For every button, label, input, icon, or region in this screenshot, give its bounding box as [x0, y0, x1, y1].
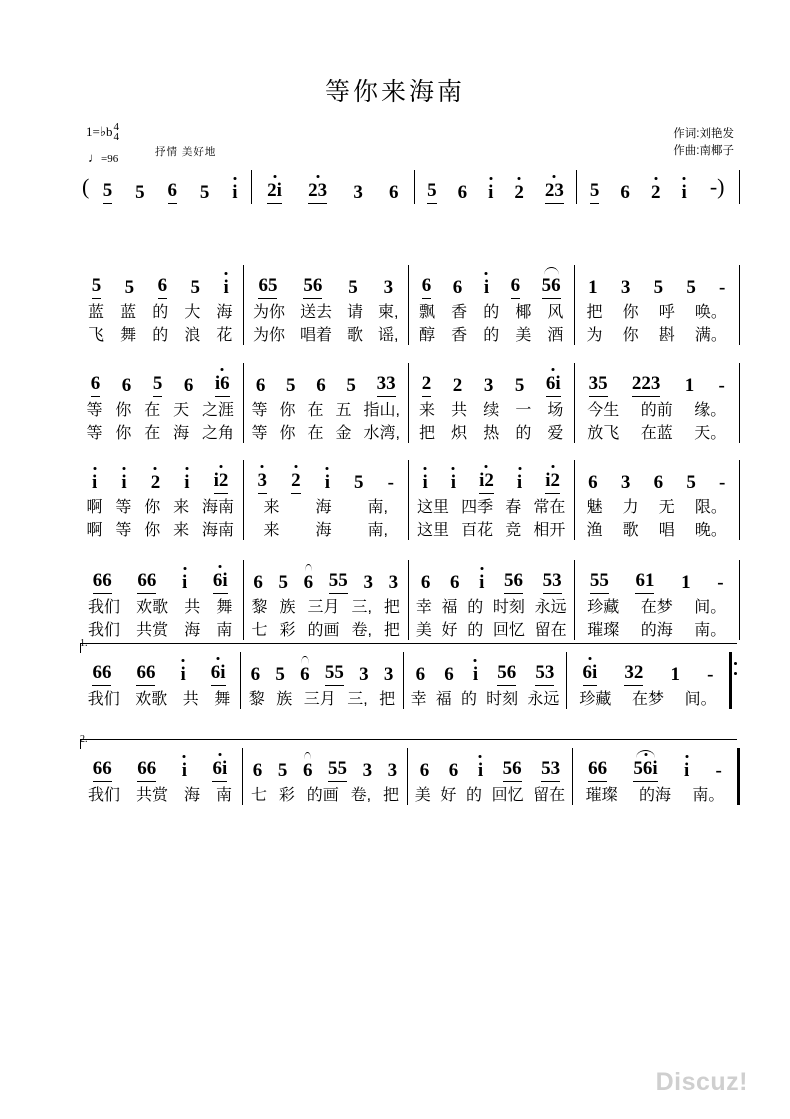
lyrics-verse-2: 美 好 的 回忆 留在 — [415, 622, 567, 639]
note: 56i — [633, 758, 657, 782]
note: 66 — [92, 662, 111, 686]
lyrics-verse-2: 等 你 在 海 之角 — [86, 425, 235, 442]
system-verse-1 — [80, 265, 740, 345]
note: i — [681, 182, 687, 203]
note: i — [683, 760, 690, 781]
lyrics-verse-1: 来 海 南, — [263, 499, 388, 516]
note: 3 — [258, 470, 268, 494]
lyrics-verse-1: 珍藏 在梦 间。 — [579, 691, 717, 708]
lyrics-verse-1: 我们 共赏 海 南 — [87, 787, 232, 804]
note: 3 — [388, 572, 399, 593]
note: 2 — [452, 375, 463, 396]
lyrics-verse-2: 放飞 在蓝 天。 — [587, 425, 727, 442]
measure-group — [80, 652, 740, 709]
barline — [240, 652, 241, 709]
note: 6 — [448, 760, 459, 781]
note: 23 — [308, 180, 327, 204]
note: 5 — [346, 375, 356, 396]
note: 5 — [275, 664, 285, 685]
note: - — [715, 760, 722, 781]
measure — [577, 560, 738, 640]
note: 6 — [620, 182, 630, 203]
note: - — [719, 277, 726, 298]
mood-marking: 抒情 美好地 — [155, 146, 217, 158]
note: 6 — [183, 375, 194, 396]
lyrics-verse-1: 我们 欢歌 共 舞 — [88, 599, 233, 616]
barline — [243, 265, 244, 345]
note: i — [422, 472, 428, 493]
note: 55 — [325, 662, 344, 686]
note: 55 — [328, 758, 347, 782]
note: 3 — [353, 182, 363, 203]
lyrics-verse-2: 七 彩 的画 卷, 把 — [251, 622, 400, 639]
volta-2-bracket — [80, 739, 737, 749]
note: 6 — [511, 275, 521, 299]
lyrics-verse-2: 璀璨 的海 南。 — [587, 622, 727, 639]
measure — [254, 170, 412, 204]
note: 66 — [93, 570, 112, 594]
note: 6i — [212, 758, 227, 782]
note: 6 — [420, 572, 431, 593]
barline — [243, 460, 244, 540]
note: 3 — [620, 472, 631, 493]
note: 56 — [504, 570, 523, 594]
note: 6 — [255, 375, 266, 396]
lyrics-verse-1: 幸 福 的 时刻 永远 — [410, 691, 560, 708]
note: 5 — [135, 182, 145, 203]
lyrics-verse-1: 黎 族 三月 三, 把 — [248, 691, 396, 708]
barline — [407, 748, 408, 805]
note: i — [516, 472, 523, 493]
measure — [246, 265, 407, 345]
quarter-note-icon: ♩ — [88, 150, 101, 165]
note: i — [121, 472, 127, 493]
measure — [411, 265, 572, 345]
note: 6i — [211, 662, 226, 686]
note: 1 — [588, 277, 598, 298]
note: 6 — [316, 375, 326, 396]
lyrics-verse-1: 魅 力 无 限。 — [586, 499, 727, 516]
note: i — [232, 182, 238, 203]
barline — [574, 265, 575, 345]
note: 2 — [150, 472, 161, 493]
note: 53 — [543, 570, 562, 594]
note: 2i — [267, 180, 282, 204]
barline — [243, 560, 244, 640]
note: 6 — [252, 760, 263, 781]
note: 3 — [387, 760, 398, 781]
credits — [673, 126, 734, 160]
note: 61 — [635, 570, 654, 594]
note: 6 — [158, 275, 168, 299]
measure — [245, 748, 405, 805]
note: 1 — [681, 572, 691, 593]
time-signature: 4 4 — [113, 121, 119, 143]
barline — [576, 170, 577, 204]
note: 6 — [457, 182, 468, 203]
note: 55 — [590, 570, 609, 594]
note: 1 — [684, 375, 695, 396]
barline — [242, 748, 243, 805]
note: 5 — [153, 373, 163, 397]
note: 6i — [583, 662, 598, 686]
key-letter: b — [105, 124, 113, 139]
lyrics-verse-1: 等 你 在 天 之涯 — [86, 402, 235, 419]
note: 5 — [354, 472, 364, 493]
note: 6 — [588, 472, 598, 493]
system-verse-2 — [80, 363, 740, 443]
note: i — [182, 572, 188, 593]
note: 53 — [535, 662, 554, 686]
note: 6 — [422, 275, 432, 299]
measure-group — [80, 460, 740, 540]
note: 5 — [103, 180, 113, 204]
barline — [574, 460, 575, 540]
note: i — [479, 572, 485, 593]
note: 5 — [590, 180, 600, 204]
note: 23 — [545, 180, 564, 204]
barline — [408, 265, 409, 345]
lyrics-verse-1: 我们 欢歌 共 舞 — [87, 691, 231, 708]
key-accidental: ♭ — [99, 124, 106, 139]
note: 6 — [653, 472, 664, 493]
lyrics-verse-1: 蓝 蓝 的 大 海 — [88, 304, 233, 321]
note: i — [92, 472, 98, 493]
note: - — [718, 375, 725, 396]
measure — [575, 748, 735, 805]
note: 6i — [546, 373, 561, 397]
note: 5 — [92, 275, 102, 299]
measure — [411, 460, 572, 540]
note: - — [717, 572, 724, 593]
note: 53 — [541, 758, 560, 782]
note: i — [477, 760, 484, 781]
watermark: Discuz! — [655, 1068, 748, 1096]
note: 3 — [362, 760, 373, 781]
measure — [579, 170, 737, 204]
note: 5 — [124, 277, 135, 298]
system-chorus-1 — [80, 460, 740, 540]
note: 6 — [168, 180, 178, 204]
note: i — [180, 664, 186, 685]
lyrics-verse-2: 为 你 斟 满。 — [586, 327, 727, 344]
note: 6 — [121, 375, 132, 396]
note: 56 — [497, 662, 516, 686]
lyrics-verse-1: 啊 等 你 来 海南 — [86, 499, 235, 516]
note: 6 — [449, 572, 460, 593]
measure — [243, 652, 401, 709]
lyrics-verse-1: 把 你 呼 唤。 — [586, 304, 727, 321]
note: 66 — [588, 758, 607, 782]
tempo-marking: ♩=96 — [88, 150, 119, 165]
measure — [577, 460, 738, 540]
paren-close: -) — [709, 174, 725, 199]
barline — [572, 748, 573, 805]
note: i6 — [215, 373, 230, 397]
note: 6 — [303, 760, 313, 782]
measure — [246, 560, 407, 640]
measure-group — [80, 170, 740, 204]
note: 5 — [653, 277, 664, 298]
note: 5 — [199, 182, 210, 203]
lyrics-verse-2: 啊 等 你 来 海南 — [86, 522, 235, 539]
note: 6 — [419, 760, 430, 781]
note: 2 — [650, 182, 661, 203]
note: 2 — [422, 373, 432, 397]
note: 5 — [277, 760, 288, 781]
note: 223 — [632, 373, 661, 397]
note: i2 — [479, 470, 494, 494]
measure — [80, 460, 241, 540]
measure — [80, 748, 240, 805]
barline-end — [739, 460, 740, 540]
note: 2 — [291, 470, 301, 494]
lyricist: 作词:刘艳发 — [673, 128, 734, 140]
lyrics-verse-1: 今生 的前 缘。 — [587, 402, 727, 419]
note: 56 — [303, 275, 322, 299]
system-chorus-2 — [80, 560, 740, 640]
lyrics-verse-2: 来 海 南, — [263, 522, 388, 539]
note: 56 — [542, 275, 561, 299]
lyrics-verse-2: 我们 共赏 海 南 — [88, 622, 233, 639]
note: 3 — [363, 572, 373, 593]
note: 1 — [670, 664, 681, 685]
lyrics-verse-1: 来 共 续 一 场 — [419, 402, 564, 419]
barline — [408, 363, 409, 443]
note: 3 — [620, 277, 631, 298]
lyrics-verse-1: 七 彩 的画 卷, 把 — [250, 787, 400, 804]
barline-end — [739, 170, 740, 204]
system-ending-2 — [80, 734, 740, 805]
barline — [251, 170, 252, 204]
lyrics-verse-1: 美 好 的 回忆 留在 — [414, 787, 566, 804]
note: 65 — [258, 275, 277, 299]
barline-end — [739, 265, 740, 345]
note: 66 — [136, 662, 155, 686]
measure — [246, 363, 407, 443]
note: 6 — [304, 572, 314, 594]
note: 66 — [93, 758, 112, 782]
note: 3 — [383, 277, 394, 298]
key-signature — [86, 121, 119, 144]
lyrics-verse-2: 飞 舞 的 浪 花 — [88, 327, 233, 344]
barline — [408, 560, 409, 640]
page-title: 等你来海南 — [324, 79, 465, 106]
measure — [411, 363, 572, 443]
note: 6 — [91, 373, 101, 397]
measure-group — [80, 748, 740, 805]
note: i — [181, 760, 187, 781]
note: 5 — [686, 472, 696, 493]
barline — [403, 652, 404, 709]
lyrics-verse-1: 珍藏 在梦 间。 — [587, 599, 727, 616]
measure — [406, 652, 564, 709]
note: 6 — [444, 664, 454, 685]
note: i — [472, 664, 479, 685]
paren-open: ( — [82, 174, 90, 199]
note: i — [324, 472, 330, 493]
note: 35 — [589, 373, 608, 397]
note: 66 — [137, 570, 156, 594]
lyrics-verse-2: 渔 歌 唱 晚。 — [586, 522, 727, 539]
note: 5 — [514, 375, 525, 396]
note: i — [223, 277, 229, 298]
lyrics-verse-1: 为你 送去 请 柬, — [253, 304, 399, 321]
measure — [80, 652, 238, 709]
note: i2 — [214, 470, 229, 494]
note: 6 — [415, 664, 426, 685]
lyrics-verse-2: 为你 唱着 歌 谣, — [253, 327, 399, 344]
measure — [577, 363, 738, 443]
note: - — [707, 664, 714, 685]
note: 32 — [624, 662, 643, 686]
barline — [414, 170, 415, 204]
key-label: 1= — [86, 124, 100, 139]
note: 5 — [427, 180, 437, 204]
lyrics-verse-1: 这里 四季 春 常在 — [417, 499, 566, 516]
lyrics-verse-1: 黎 族 三月 三, 把 — [251, 599, 400, 616]
measure — [569, 652, 727, 709]
note: 5 — [286, 375, 296, 396]
note: 3 — [483, 375, 494, 396]
barline-end — [739, 363, 740, 443]
volta-1-bracket — [80, 643, 737, 653]
measure — [410, 748, 570, 805]
note: i — [488, 182, 494, 203]
lyrics-verse-1: 璀璨 的海 南。 — [585, 787, 725, 804]
note: 6 — [389, 182, 399, 203]
note: i — [483, 277, 490, 298]
system-intro — [80, 170, 740, 204]
note: 5 — [278, 572, 288, 593]
volta-1-label: 1. — [80, 638, 88, 649]
note: 6i — [213, 570, 228, 594]
measure — [80, 363, 241, 443]
measure — [80, 265, 241, 345]
note: 3 — [359, 664, 369, 685]
note: 2 — [514, 182, 524, 203]
barline — [243, 363, 244, 443]
measure — [417, 170, 575, 204]
measure — [411, 560, 572, 640]
note: 6 — [250, 664, 261, 685]
note: 56 — [503, 758, 522, 782]
system-ending-1 — [80, 638, 740, 709]
note: 55 — [329, 570, 348, 594]
measure — [246, 460, 407, 540]
lyrics-verse-1: 幸 福 的 时刻 永远 — [415, 599, 567, 616]
lyrics-verse-2: 把 炽 热 的 爱 — [419, 425, 564, 442]
note: 66 — [137, 758, 156, 782]
repeat-dots-icon — [732, 652, 740, 709]
volta-2-label: 2. — [80, 734, 88, 745]
measure — [80, 560, 241, 640]
note: 6 — [253, 572, 263, 593]
note: i — [184, 472, 190, 493]
barline-final — [737, 748, 740, 805]
note: i2 — [545, 470, 560, 494]
composer: 作曲:南椰子 — [673, 145, 734, 157]
measure-group — [80, 560, 740, 640]
note: 5 — [686, 277, 696, 298]
lyrics-verse-1: 飘 香 的 椰 风 — [419, 304, 564, 321]
measure-group — [80, 363, 740, 443]
note: 5 — [348, 277, 358, 298]
note: - — [387, 472, 394, 493]
barline-end — [739, 560, 740, 640]
note: 6 — [452, 277, 463, 298]
measure — [577, 265, 738, 345]
note: 33 — [377, 373, 396, 397]
note: 3 — [383, 664, 394, 685]
lyrics-verse-2: 等 你 在 金 水湾, — [251, 425, 400, 442]
lyrics-verse-2: 这里 百花 竞 相开 — [417, 522, 566, 539]
note: i — [450, 472, 457, 493]
note: - — [719, 472, 726, 493]
lyrics-verse-1: 等 你 在 五 指山, — [251, 402, 400, 419]
barline — [574, 363, 575, 443]
barline — [566, 652, 567, 709]
note: 5 — [190, 277, 201, 298]
measure — [91, 170, 249, 204]
note: 6 — [300, 664, 310, 686]
barline — [574, 560, 575, 640]
measure-group — [80, 265, 740, 345]
barline — [408, 460, 409, 540]
lyrics-verse-2: 醇 香 的 美 酒 — [419, 327, 564, 344]
